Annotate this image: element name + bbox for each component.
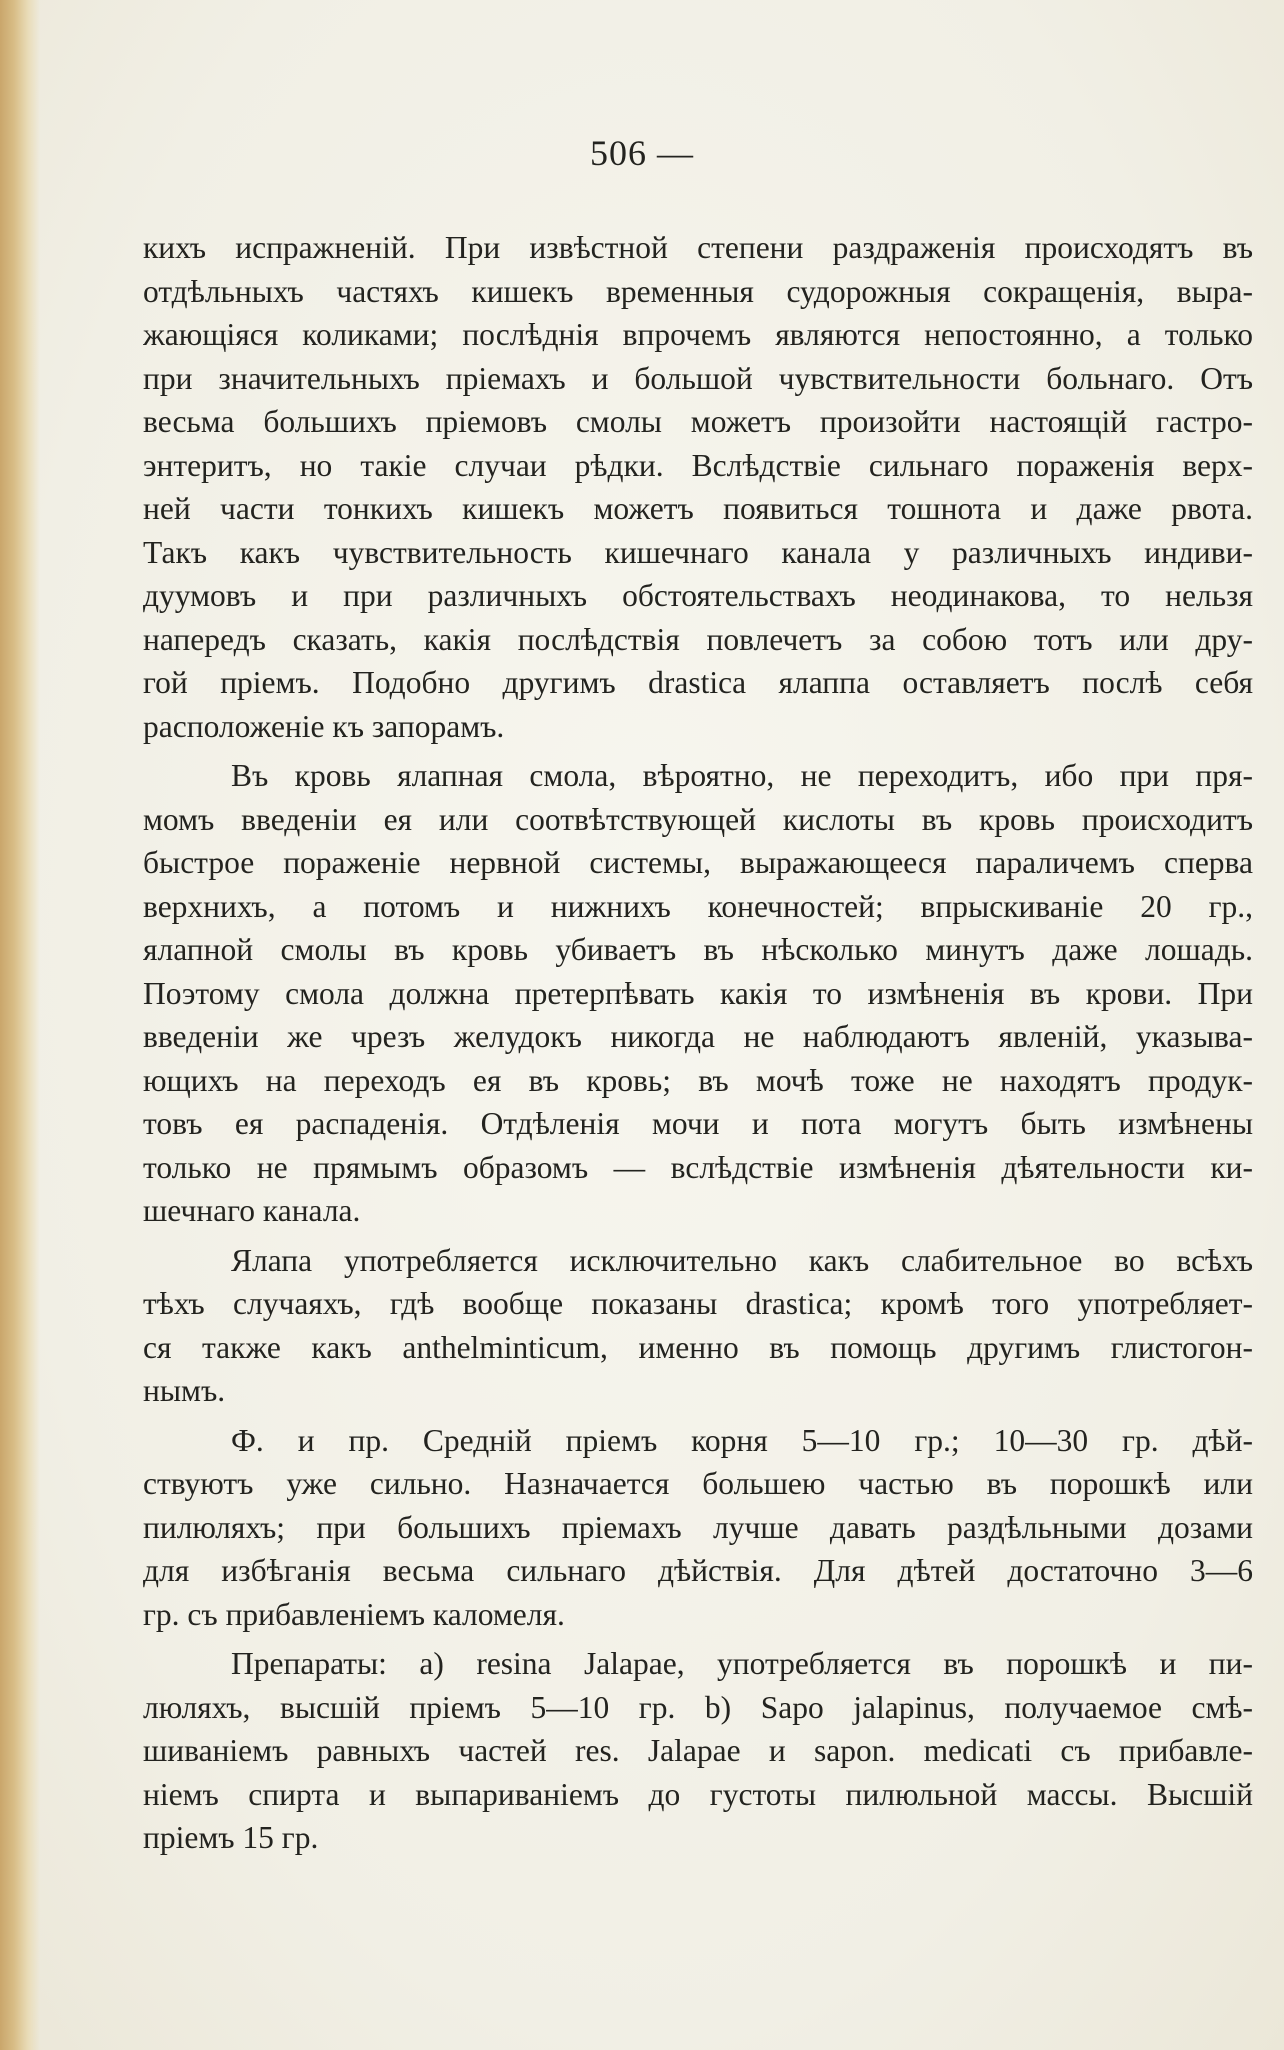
- text-line: весьма большихъ пріемовъ смолы можетъ произойти настоящій гастро-: [143, 404, 1253, 439]
- text-line: только не прямымъ образомъ — вслѣдствіе измѣненія дѣятельности ки-: [143, 1149, 1253, 1185]
- text-line: ніемъ спирта и выпариваніемъ до густоты пилюльной массы. Высшій: [143, 1776, 1253, 1812]
- text-line: пріемъ 15 гр.: [143, 1820, 319, 1855]
- text-line: жающіяся коликами; послѣднія впрочемъ являются непостоянно, а только: [143, 317, 1253, 352]
- text-line: расположеніе къ запорамъ.: [143, 708, 505, 744]
- paragraph-4: [143, 1419, 1253, 1637]
- text-line: гр. съ прибавленіемъ каломеля.: [143, 1596, 565, 1632]
- text-line: нымъ.: [143, 1373, 226, 1408]
- text-line: энтеритъ, но такіе случаи рѣдки. Вслѣдствіе сильнаго пораженія верх-: [143, 447, 1253, 483]
- text-line: момъ введеніи ея или соотвѣтствующей кислоты въ кровь происходитъ: [143, 801, 1253, 837]
- text-line: ствуютъ уже сильно. Назначается большею частью въ порошкѣ или: [143, 1466, 1253, 1501]
- text-line: тѣхъ случаяхъ, гдѣ вообще показаны drastica; кромѣ того употребляет-: [143, 1286, 1253, 1321]
- text-line: для избѣганія весьма сильнаго дѣйствія. Для дѣтей достаточно 3—6: [143, 1553, 1253, 1588]
- paragraph-1: [143, 226, 1253, 748]
- text-line: напередъ сказать, какія послѣдствія повлечетъ за собою тотъ или дру-: [143, 621, 1253, 657]
- body-text: [143, 226, 1253, 1860]
- text-line: введеніи же чрезъ желудокъ никогда не наблюдаютъ явленій, указыва-: [143, 1019, 1253, 1054]
- text-line: Поэтому смола должна претерпѣвать какія то измѣненія въ крови. При: [143, 975, 1253, 1011]
- text-line: ющихъ на переходъ ея въ кровь; въ мочѣ тоже не находятъ продук-: [143, 1062, 1253, 1098]
- text-line: при значительныхъ пріемахъ и большой чувствительности больнаго. Отъ: [143, 360, 1253, 396]
- text-line: ней части тонкихъ кишекъ можетъ появиться тошнота и даже рвота.: [143, 491, 1253, 526]
- paragraph-3: [143, 1239, 1253, 1413]
- text-line: ялапной смолы въ кровь убиваетъ въ нѣсколько минутъ даже лошадь.: [143, 932, 1253, 967]
- text-line: дуумовъ и при различныхъ обстоятельствахъ неодинакова, то нельзя: [143, 578, 1253, 613]
- text-line: Ф. и пр. Средній пріемъ корня 5—10 гр.; 10—30 гр. дѣй-: [231, 1422, 1253, 1458]
- text-line: отдѣльныхъ частяхъ кишекъ временныя судорожныя сокращенія, выра-: [143, 273, 1253, 309]
- text-line: Въ кровь ялапная смола, вѣроятно, не переходитъ, ибо при пря-: [231, 758, 1253, 793]
- text-line: быстрое пораженіе нервной системы, выражающееся параличемъ сперва: [143, 845, 1253, 880]
- text-line: кихъ испражненій. При извѣстной степени раздраженія происходятъ въ: [143, 230, 1253, 265]
- text-line: шечнаго канала.: [143, 1193, 361, 1228]
- page-number: 506 —: [590, 133, 694, 173]
- text-line: верхнихъ, а потомъ и нижнихъ конечностей; впрыскиваніе 20 гр.,: [143, 888, 1253, 924]
- page-binding-edge: [0, 0, 40, 2050]
- text-line: Ялапа употребляется исключительно какъ слабительное во всѣхъ: [231, 1242, 1253, 1278]
- text-line: товъ ея распаденія. Отдѣленія мочи и пота могутъ быть измѣнены: [143, 1106, 1253, 1141]
- text-line: гой пріемъ. Подобно другимъ drastica ялаппа оставляетъ послѣ себя: [143, 665, 1253, 700]
- text-line: люляхъ, высшій пріемъ 5—10 гр. b) Sapo jalapinus, получаемое смѣ-: [143, 1689, 1253, 1725]
- paragraph-2: [143, 754, 1253, 1233]
- text-line: ся также какъ anthelminticum, именно въ помощь другимъ глистогон-: [143, 1329, 1253, 1365]
- paragraph-5: [143, 1642, 1253, 1860]
- text-line: Препараты: a) resina Jalapae, употребляется въ порошкѣ и пи-: [231, 1646, 1253, 1681]
- text-line: шиваніемъ равныхъ частей res. Jalapae и sapon. medicati съ прибавле-: [143, 1733, 1253, 1768]
- text-line: пилюляхъ; при большихъ пріемахъ лучше давать раздѣльными дозами: [143, 1509, 1253, 1545]
- text-line: Такъ какъ чувствительность кишечнаго канала у различныхъ индиви-: [143, 534, 1253, 570]
